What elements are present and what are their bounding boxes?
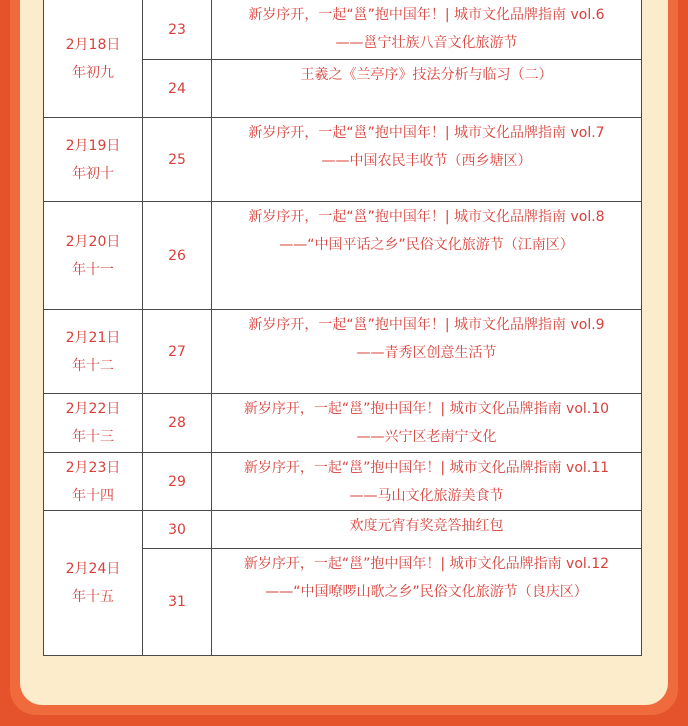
episode-title [212,118,642,202]
date-text: 2月21日 [65,329,121,346]
table-row [44,453,642,511]
episode-title [212,60,642,118]
schedule-table-container [43,0,642,656]
date-cell [44,310,143,394]
episode-title [212,310,642,394]
date-text: 2月18日 [65,36,121,53]
subtitle-line: ——兴宁区老南宁文化 [356,429,497,445]
date-text: 2月19日 [65,137,121,154]
table-row [44,202,642,310]
lunar-date-text: 年十五 [72,589,114,605]
subtitle-line: ——“中国平话之乡”民俗文化旅游节（江南区） [279,237,574,253]
episode-title [212,511,642,549]
date-text: 2月20日 [65,233,121,250]
episode-title [212,453,642,511]
date-cell [44,202,143,310]
table-row [44,0,642,60]
table-row [44,310,642,394]
episode-title [212,0,642,60]
subtitle-line: ——中国农民丰收节（西乡塘区） [321,153,532,169]
date-cell [44,394,143,453]
title-line: 新岁序开，一起“邕”抱中国年！| 城市文化品牌指南 vol.7 [248,125,605,141]
date-text: 2月24日 [65,561,121,577]
lunar-date-text: 年初十 [72,165,114,182]
subtitle-line: ——马山文化旅游美食节 [349,488,504,504]
episode-number: 31 [143,549,212,656]
episode-title [212,202,642,310]
episode-number: 23 [143,0,212,60]
date-cell [44,118,143,202]
date-cell [44,511,143,656]
table-row [44,118,642,202]
lunar-date-text: 年十一 [72,261,114,278]
lunar-date-text: 年初九 [72,64,114,81]
episode-title [212,394,642,453]
title-line: 欢度元宵有奖竞答抽红包 [349,518,504,534]
title-line: 新岁序开，一起“邕”抱中国年！| 城市文化品牌指南 vol.12 [243,556,610,572]
date-text: 2月23日 [65,459,121,476]
episode-number: 25 [143,118,212,202]
title-line: 新岁序开，一起“邕”抱中国年！| 城市文化品牌指南 vol.6 [248,7,605,23]
title-line: 新岁序开，一起“邕”抱中国年！| 城市文化品牌指南 vol.10 [243,401,610,417]
episode-number: 27 [143,310,212,394]
episode-number: 24 [143,60,212,118]
schedule-table [43,0,642,656]
title-line: 新岁序开，一起“邕”抱中国年！| 城市文化品牌指南 vol.8 [248,209,605,225]
episode-number: 30 [143,511,212,549]
lunar-date-text: 年十四 [72,487,114,504]
episode-number: 28 [143,394,212,453]
lunar-date-text: 年十二 [72,357,114,374]
episode-number: 26 [143,202,212,310]
table-row [44,394,642,453]
episode-title [212,549,642,656]
date-text: 2月22日 [65,401,121,417]
subtitle-line: ——邕宁壮族八音文化旅游节 [335,35,518,51]
lunar-date-text: 年十三 [72,429,114,445]
title-line: 王羲之《兰亭序》技法分析与临习（二） [300,67,553,83]
title-line: 新岁序开，一起“邕”抱中国年！| 城市文化品牌指南 vol.11 [243,460,610,476]
date-cell [44,0,143,118]
subtitle-line: ——青秀区创意生活节 [356,345,497,361]
title-line: 新岁序开，一起“邕”抱中国年！| 城市文化品牌指南 vol.9 [248,317,605,333]
episode-number: 29 [143,453,212,511]
subtitle-line: ——“中国嘹啰山歌之乡”民俗文化旅游节（良庆区） [265,584,588,600]
date-cell [44,453,143,511]
table-row [44,511,642,549]
